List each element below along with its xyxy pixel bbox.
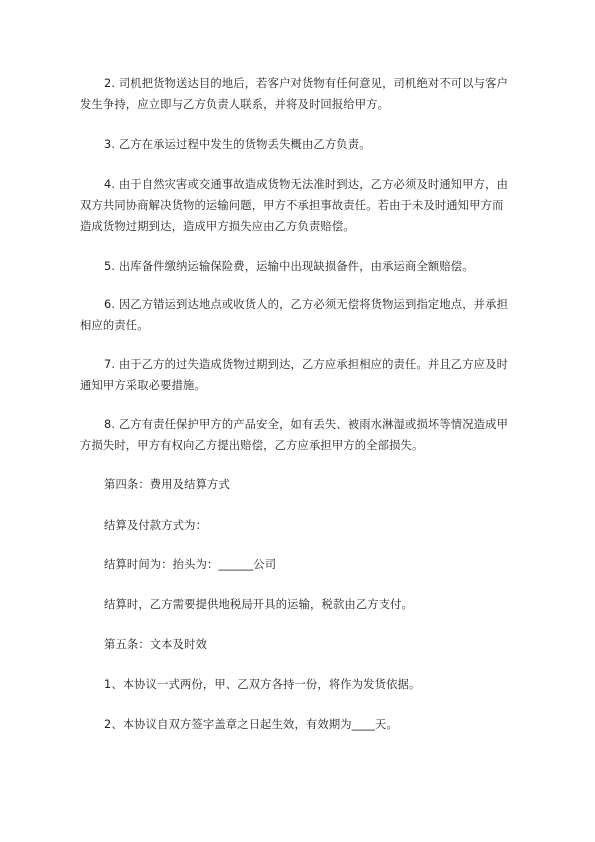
term-2-text: 2、本协议自双方签字盖章之日起生效，有效期为____天。 [104, 718, 398, 731]
clause-4-line-2: 双方共同协商解决货物的运输问题，甲方不承担事故责任。若由于未及时通知甲方而 [80, 199, 504, 212]
settlement-time-text: 结算时间为：抬头为：______公司 [104, 558, 277, 571]
clause-2-line-1: 2. 司机把货物送达目的地后，若客户对货物有任何意见，司机绝对不可以与客户 [104, 77, 509, 90]
clause-3 [104, 134, 530, 155]
article-5-heading [104, 634, 530, 655]
clause-4-line-1: 4. 由于自然灾害或交通事故造成货物无法准时到达，乙方必须及时通知甲方，由 [104, 178, 509, 191]
clause-7-line-1: 7. 由于乙方的过失造成货物过期到达，乙方应承担相应的责任。并且乙方应及时 [104, 358, 509, 371]
clause-8-line-2: 方损失时，甲方有权向乙方提出赔偿，乙方应承担甲方的全部损失。 [80, 439, 424, 452]
article-5-heading-text: 第五条：文本及时效 [104, 638, 208, 651]
settlement-note-text: 结算时，乙方需要提供地税局开具的运输，税款由乙方支付。 [104, 598, 414, 611]
term-1-text: 1、本协议一式两份，甲、乙双方各持一份，将作为发货依据。 [104, 678, 421, 691]
clause-4-line-3: 造成货物过期到达，造成甲方损失应由乙方负责赔偿。 [80, 220, 355, 233]
term-2 [104, 714, 530, 735]
article-4-heading-text: 第四条：费用及结算方式 [104, 478, 230, 491]
settlement-note [104, 594, 530, 615]
clause-5 [104, 256, 530, 277]
clause-2-line-2: 发生争持，应立即与乙方负责人联系，并将及时回报给甲方。 [80, 98, 390, 111]
term-1 [104, 674, 530, 695]
payment-method [104, 515, 530, 536]
clause-8-line-1: 8. 乙方有责任保护甲方的产品安全，如有丢失、被雨水淋湿或损坏等情况造成甲 [104, 418, 509, 431]
clause-6-line-2: 相应的责任。 [80, 319, 149, 332]
clause-2 [80, 73, 530, 115]
settlement-time [104, 554, 530, 575]
clause-8 [80, 414, 530, 456]
payment-method-text: 结算及付款方式为： [104, 519, 208, 532]
clause-6 [80, 294, 530, 336]
clause-4 [80, 174, 530, 237]
article-4-heading [104, 474, 530, 495]
clause-3-line-1: 3. 乙方在承运过程中发生的货物丢失概由乙方负责。 [104, 138, 371, 151]
clause-5-line-1: 5. 出库备件缴纳运输保险费，运输中出现缺损备件，由承运商全额赔偿。 [104, 260, 474, 273]
clause-6-line-1: 6. 因乙方错运到达地点或收货人的，乙方必须无偿将货物运到指定地点，并承担 [104, 298, 509, 311]
clause-7 [80, 354, 530, 396]
clause-7-line-2: 通知甲方采取必要措施。 [80, 379, 206, 392]
